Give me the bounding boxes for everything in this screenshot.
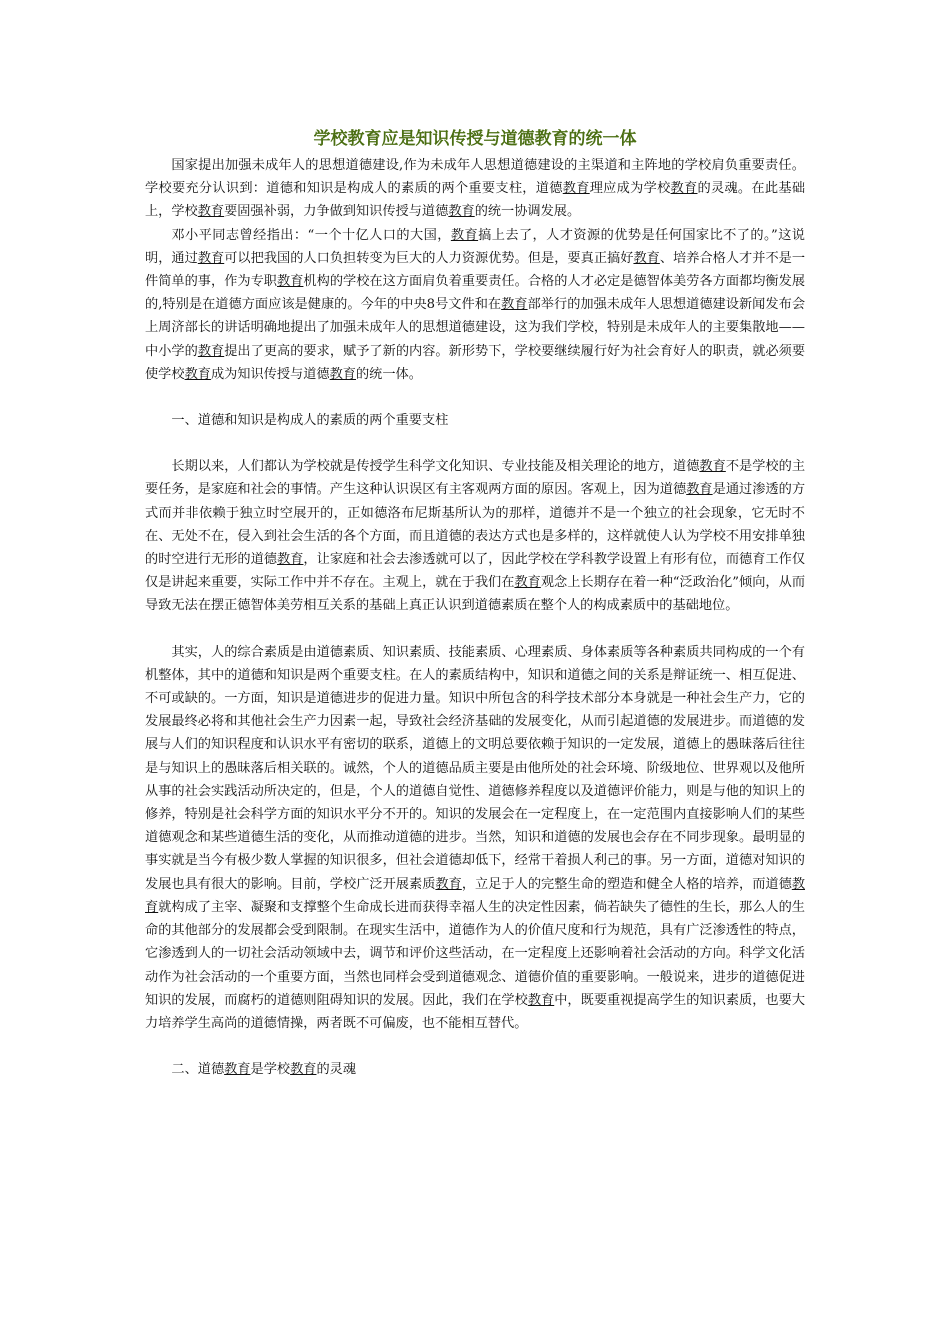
spacer bbox=[145, 618, 805, 641]
deng-quote-paragraph bbox=[145, 224, 805, 386]
keyword-link[interactable]: 教育 bbox=[197, 343, 225, 359]
text-run: 理应成为学校 bbox=[589, 181, 671, 197]
text-run: 的灵魂 bbox=[316, 1062, 357, 1078]
keyword-link[interactable]: 教育 bbox=[686, 482, 713, 498]
keyword-link[interactable]: 教育 bbox=[633, 250, 660, 266]
spacer bbox=[145, 1035, 805, 1058]
text-run: 邓小平同志曾经指出：“一个十亿人口的大国， bbox=[171, 227, 451, 243]
text-run: 二、道德 bbox=[171, 1062, 225, 1078]
text-run: 部举行的加强未成年人思想道德建设新闻发布会上周济部长的讲话明确地提出了加强未成年人的思想道德建设，这为我们学校，特别是未成年人的主要集散地——中小学的 bbox=[145, 297, 806, 359]
document-title: 学校教育应是知识传授与道德教育的统一体 bbox=[313, 129, 637, 149]
text-run: 其实，人的综合素质是由道德素质、知识素质、技能素质、心理素质、身体素质等各种素质共同构成的一个有机整体，其中的道德和知识是两个重要支柱。在人的素质结构中，知识和道德之间的关系是辩证统一、相互促进、不可或缺的。一方面，知识是道德进步的促进力量。知识中所包含的科学技术部分本身就是一种社会生产力，它的发展最终必将和其他社会生产力因素一起，导致社会经济基础的发展变化，从而引起道德的发展进步。而道德的发展与人们的知识程度和认识水平有密切的联系，道德上的文明总要依赖于知识的一定发展，道德上的愚昧落后往往是与知识上的愚昧落后相关联的。诚然，个人的道德品质主要是由他所处的社会环境、阶级地位、世界观以及他所从事的社会实践活动所决定的，但是，个人的道德自觉性、道德修养程度以及道德评价能力，则是与他的知识上的修养，特别是社会科学方面的知识水平分不开的。知识的发展会在一定程度上，在一定范围内直接影响人们的某些道德观念和某些道德生活的变化，从而推动道德的进步。当然，知识和道德的发展也会存在不同步现象。最明显的事实就是当今有极少数人掌握的知识很多，但社会道德却低下，经常干着损人利己的事。另一方面，道德对知识的发展也具有很大的影响。目前，学校广泛开展素质 bbox=[145, 644, 805, 892]
text-run: 提出了更高的要求，赋予了新的内容。新形势下，学校要继续履行好为社会育好人的职责，就必须要使学校 bbox=[145, 343, 806, 382]
text-run: 中，既要重视提高学生的知识素质，也要大力培养学生高尚的道德情操，两者既不可偏废，也不能相互替代。 bbox=[145, 992, 806, 1031]
keyword-link[interactable]: 教育 bbox=[197, 250, 225, 266]
text-run: ，立足于人的完整生命的塑造和健全人格的培养，而道德 bbox=[461, 876, 792, 892]
text-run: 是学校 bbox=[250, 1062, 291, 1078]
text-run: 搞上去了，人才资源的优势是任何国家比不了的。”这说明，通过 bbox=[145, 227, 805, 266]
text-run: 观念上长期存在着一种“泛政治化”倾向，从而导致无法在摆正德智体美劳相互关系的基础上真正认识到道德素质在整个人的构成素质中的基础地位。 bbox=[145, 575, 806, 614]
keyword-link[interactable]: 教育 bbox=[184, 366, 211, 382]
text-run: 的统一协调发展。 bbox=[474, 204, 581, 220]
keyword-link[interactable]: 教育 bbox=[527, 992, 555, 1008]
text-run: 一、道德和知识是构成人的素质的两个重要支柱 bbox=[171, 413, 449, 429]
keyword-link[interactable]: 教育 bbox=[197, 204, 225, 220]
document-body bbox=[145, 128, 805, 1081]
keyword-link[interactable]: 教育 bbox=[514, 575, 541, 591]
keyword-link[interactable]: 教育 bbox=[670, 181, 698, 197]
spacer bbox=[145, 386, 805, 409]
keyword-link[interactable]: 教育 bbox=[448, 204, 475, 220]
text-run: 不是学校的主要任务，是家庭和社会的事情。产生这种认识误区有主客观两方面的原因。客观上，因为道德 bbox=[145, 459, 806, 498]
keyword-link[interactable]: 教育 bbox=[290, 1062, 317, 1078]
text-run: ，让家庭和社会去渗透就可以了，因此学校在学科教学设置上有形有位，而德育工作仅仅是讲起来重要，实际工作中并不存在。主观上，就在于我们在 bbox=[145, 552, 806, 591]
text-run: 成为知识传授与道德 bbox=[210, 366, 330, 382]
keyword-link[interactable]: 教育 bbox=[224, 1062, 251, 1078]
intro-paragraph bbox=[145, 154, 805, 224]
keyword-link[interactable]: 教育 bbox=[277, 274, 304, 290]
keyword-link[interactable]: 教育 bbox=[501, 297, 528, 313]
keyword-link[interactable]: 教育 bbox=[562, 181, 590, 197]
text-run: 国家提出加强未成年人的思想道德建设,作为未成年人思想道德建设的主渠道和主阵地的学校肩负重要责任。学校要充分认识到：道德和知识是构成人的素质的两个重要支柱，道德 bbox=[145, 158, 805, 197]
keyword-link[interactable]: 教育 bbox=[145, 876, 806, 915]
text-run: 的灵魂。在此基础上，学校 bbox=[145, 181, 806, 220]
section-1-paragraph bbox=[145, 455, 805, 617]
section-1-heading bbox=[145, 409, 805, 432]
text-run: 的统一体。 bbox=[356, 366, 422, 382]
text-run: 、培养合格人才并不是一件简单的事，作为专职 bbox=[145, 250, 806, 290]
text-run: 可以把我国的人口负担转变为巨大的人力资源优势。但是，要真正搞好 bbox=[224, 250, 634, 266]
keyword-link[interactable]: 教育 bbox=[277, 552, 304, 568]
text-run: 要固强补弱，力争做到知识传授与道德 bbox=[224, 204, 449, 220]
text-run: 是通过渗透的方式而并非依赖于独立时空展开的，正如德洛布尼斯基所认为的那样，道德并不是一个独立的社会现象，它无时不在、无处不在，侵入到社会生活的各个方面，而且道德的表达方式也是多样的，这样就使人认为学校不用安排单独的时空进行无形的道德 bbox=[145, 482, 806, 568]
text-run: 长期以来，人们都认为学校就是传授学生科学文化知识、专业技能及相关理论的地方，道德 bbox=[171, 459, 700, 475]
keyword-link[interactable]: 教育 bbox=[329, 366, 356, 382]
keyword-link[interactable]: 教育 bbox=[699, 459, 726, 475]
keyword-link[interactable]: 教育 bbox=[450, 227, 479, 243]
keyword-link[interactable]: 教育 bbox=[435, 876, 462, 892]
text-run: 就构成了主宰、凝聚和支撑整个生命成长进而获得幸福人生的决定性因素，倘若缺失了德性的生长，那么人的生命的其他部分的发展都会受到限制。在现实生活中，道德作为人的价值尺度和行为规范，具有广泛渗透性的特点，它渗透到人的一切社会活动领域中去，调节和评价这些活动，在一定程度上还影响着社会活动的方向。科学文化活动作为社会活动的一个重要方面，当然也同样会受到道德观念、道德价值的重要影响。一般说来，进步的道德促进知识的发展，而腐朽的道德则阻碍知识的发展。因此，我们在学校 bbox=[145, 899, 805, 1008]
section-1-paragraph bbox=[145, 641, 805, 1035]
text-run: 机构的学校在这方面肩负着重要责任。合格的人才必定是德智体美劳各方面都均衡发展的,特别是在道德方面应该是健康的。今年的中央8号文件和在 bbox=[145, 274, 806, 313]
spacer bbox=[145, 432, 805, 455]
section-2-heading bbox=[145, 1058, 805, 1081]
